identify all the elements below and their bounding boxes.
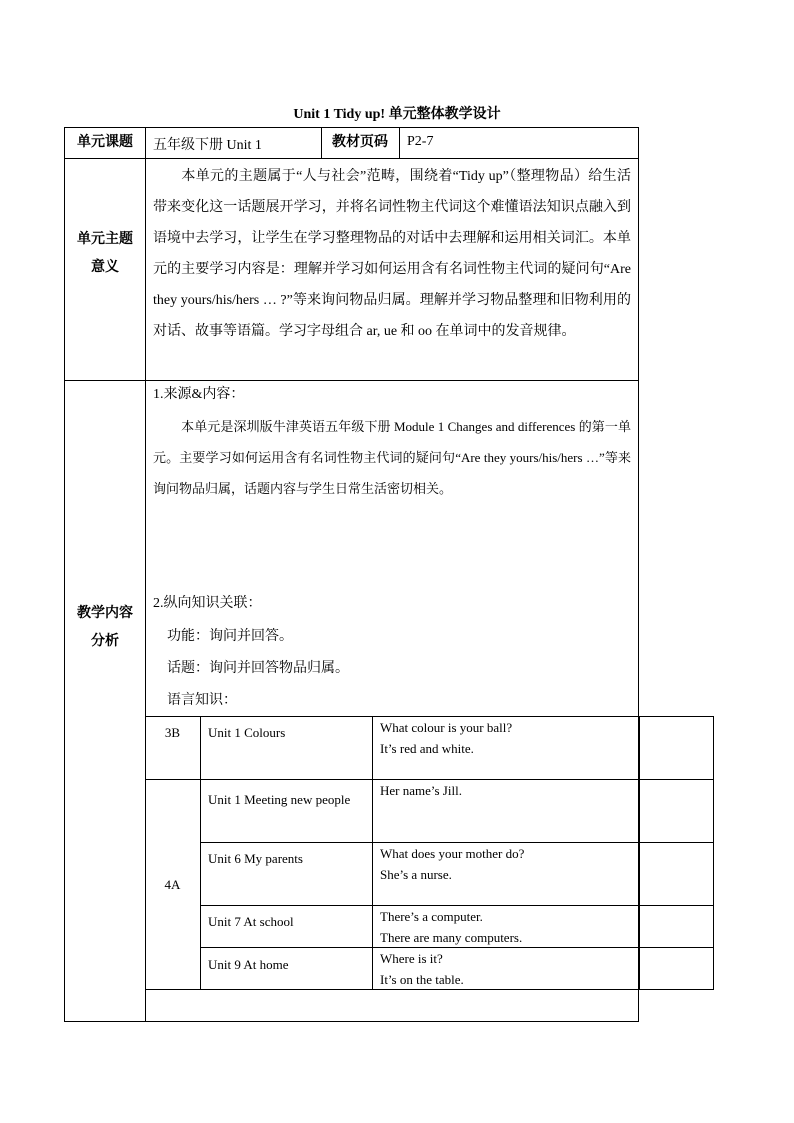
section2-heading: 2.纵向知识关联： — [153, 596, 262, 611]
row-divider — [65, 158, 638, 159]
sentence-cell-line1: There’s a computer. — [380, 909, 483, 924]
unit-cell: Unit 1 Meeting new people — [208, 792, 351, 807]
header-divider — [399, 128, 400, 158]
grade-cell: 3B — [164, 725, 181, 740]
knowledge-col-divider — [372, 716, 373, 990]
knowledge-right-border — [713, 716, 714, 990]
knowledge-col-divider — [200, 716, 201, 990]
significance-label — [65, 226, 145, 282]
analysis-label — [65, 600, 145, 656]
row-divider — [65, 380, 638, 381]
function-line: 功能：询问并回答。 — [167, 629, 293, 644]
significance-label-line2: 意义 — [91, 260, 119, 275]
significance-label-line1: 单元主题 — [77, 232, 133, 247]
language-line: 语言知识： — [167, 693, 237, 708]
sentence-cell-line2: It’s red and white. — [380, 741, 474, 756]
knowledge-left-border — [145, 716, 146, 1022]
section1-text — [153, 411, 631, 504]
sentence-cell-line1: What colour is your ball? — [380, 720, 513, 735]
sentence-cell-line2: There are many computers. — [380, 930, 523, 945]
unit-cell: Unit 7 At school — [208, 914, 294, 929]
unit-cell: Unit 6 My parents — [208, 851, 303, 866]
knowledge-col-divider — [639, 716, 640, 990]
unit-cell: Unit 9 At home — [208, 957, 289, 972]
sentence-cell-line1: Her name’s Jill. — [380, 783, 462, 798]
sentence-cell-line1: What does your mother do? — [380, 846, 525, 861]
section1-paragraph: 本单元是深圳版牛津英语五年级下册 Module 1 Changes and differences 的第一单元。主要学习如何运用含有名词性物主代词的疑问句“Are they yours/his/hers …”等来询问物品归属，话题内容与学生日常生活密切相关。 — [153, 419, 631, 496]
page-range-value: P2-7 — [407, 134, 434, 149]
analysis-label-line1: 教学内容 — [77, 606, 133, 621]
sentence-cell-line1: Where is it? — [380, 951, 443, 966]
unit-topic-value: 五年级下册 Unit 1 — [153, 138, 262, 153]
grade-cell: 4A — [164, 877, 181, 892]
unit-cell: Unit 1 Colours — [208, 725, 286, 740]
analysis-label-line2: 分析 — [91, 634, 119, 649]
page-range-label: 教材页码 — [332, 135, 388, 150]
significance-paragraph: 本单元的主题属于“人与社会”范畴，围绕着“Tidy up”（整理物品）给生活带来变化这一话题展开学习，并将名词性物主代词这个难懂语法知识点融入到语境中去学习，让学生在学习整理物品的对话中去理解和运用相关词汇。本单元的主要学习内容是：理解并学习如何运用含有名词性物主代词的疑问句“Are they yours/his/hers … ?”等来询问物品归属。理解并学习物品整理和旧物利用的对话、故事等语篇。学习字母组合 ar, ue 和 oo 在单词中的发音规律。 — [153, 169, 631, 339]
significance-text — [153, 161, 631, 347]
section1-heading: 1.来源&内容： — [153, 387, 245, 402]
sentence-cell-line2: She’s a nurse. — [380, 867, 452, 882]
unit-topic-label: 单元课题 — [77, 135, 133, 150]
sentence-cell-line2: It’s on the table. — [380, 972, 464, 987]
document-title: Unit 1 Tidy up! 单元整体教学设计 — [293, 107, 501, 122]
topic-line: 话题：询问并回答物品归属。 — [167, 661, 349, 676]
